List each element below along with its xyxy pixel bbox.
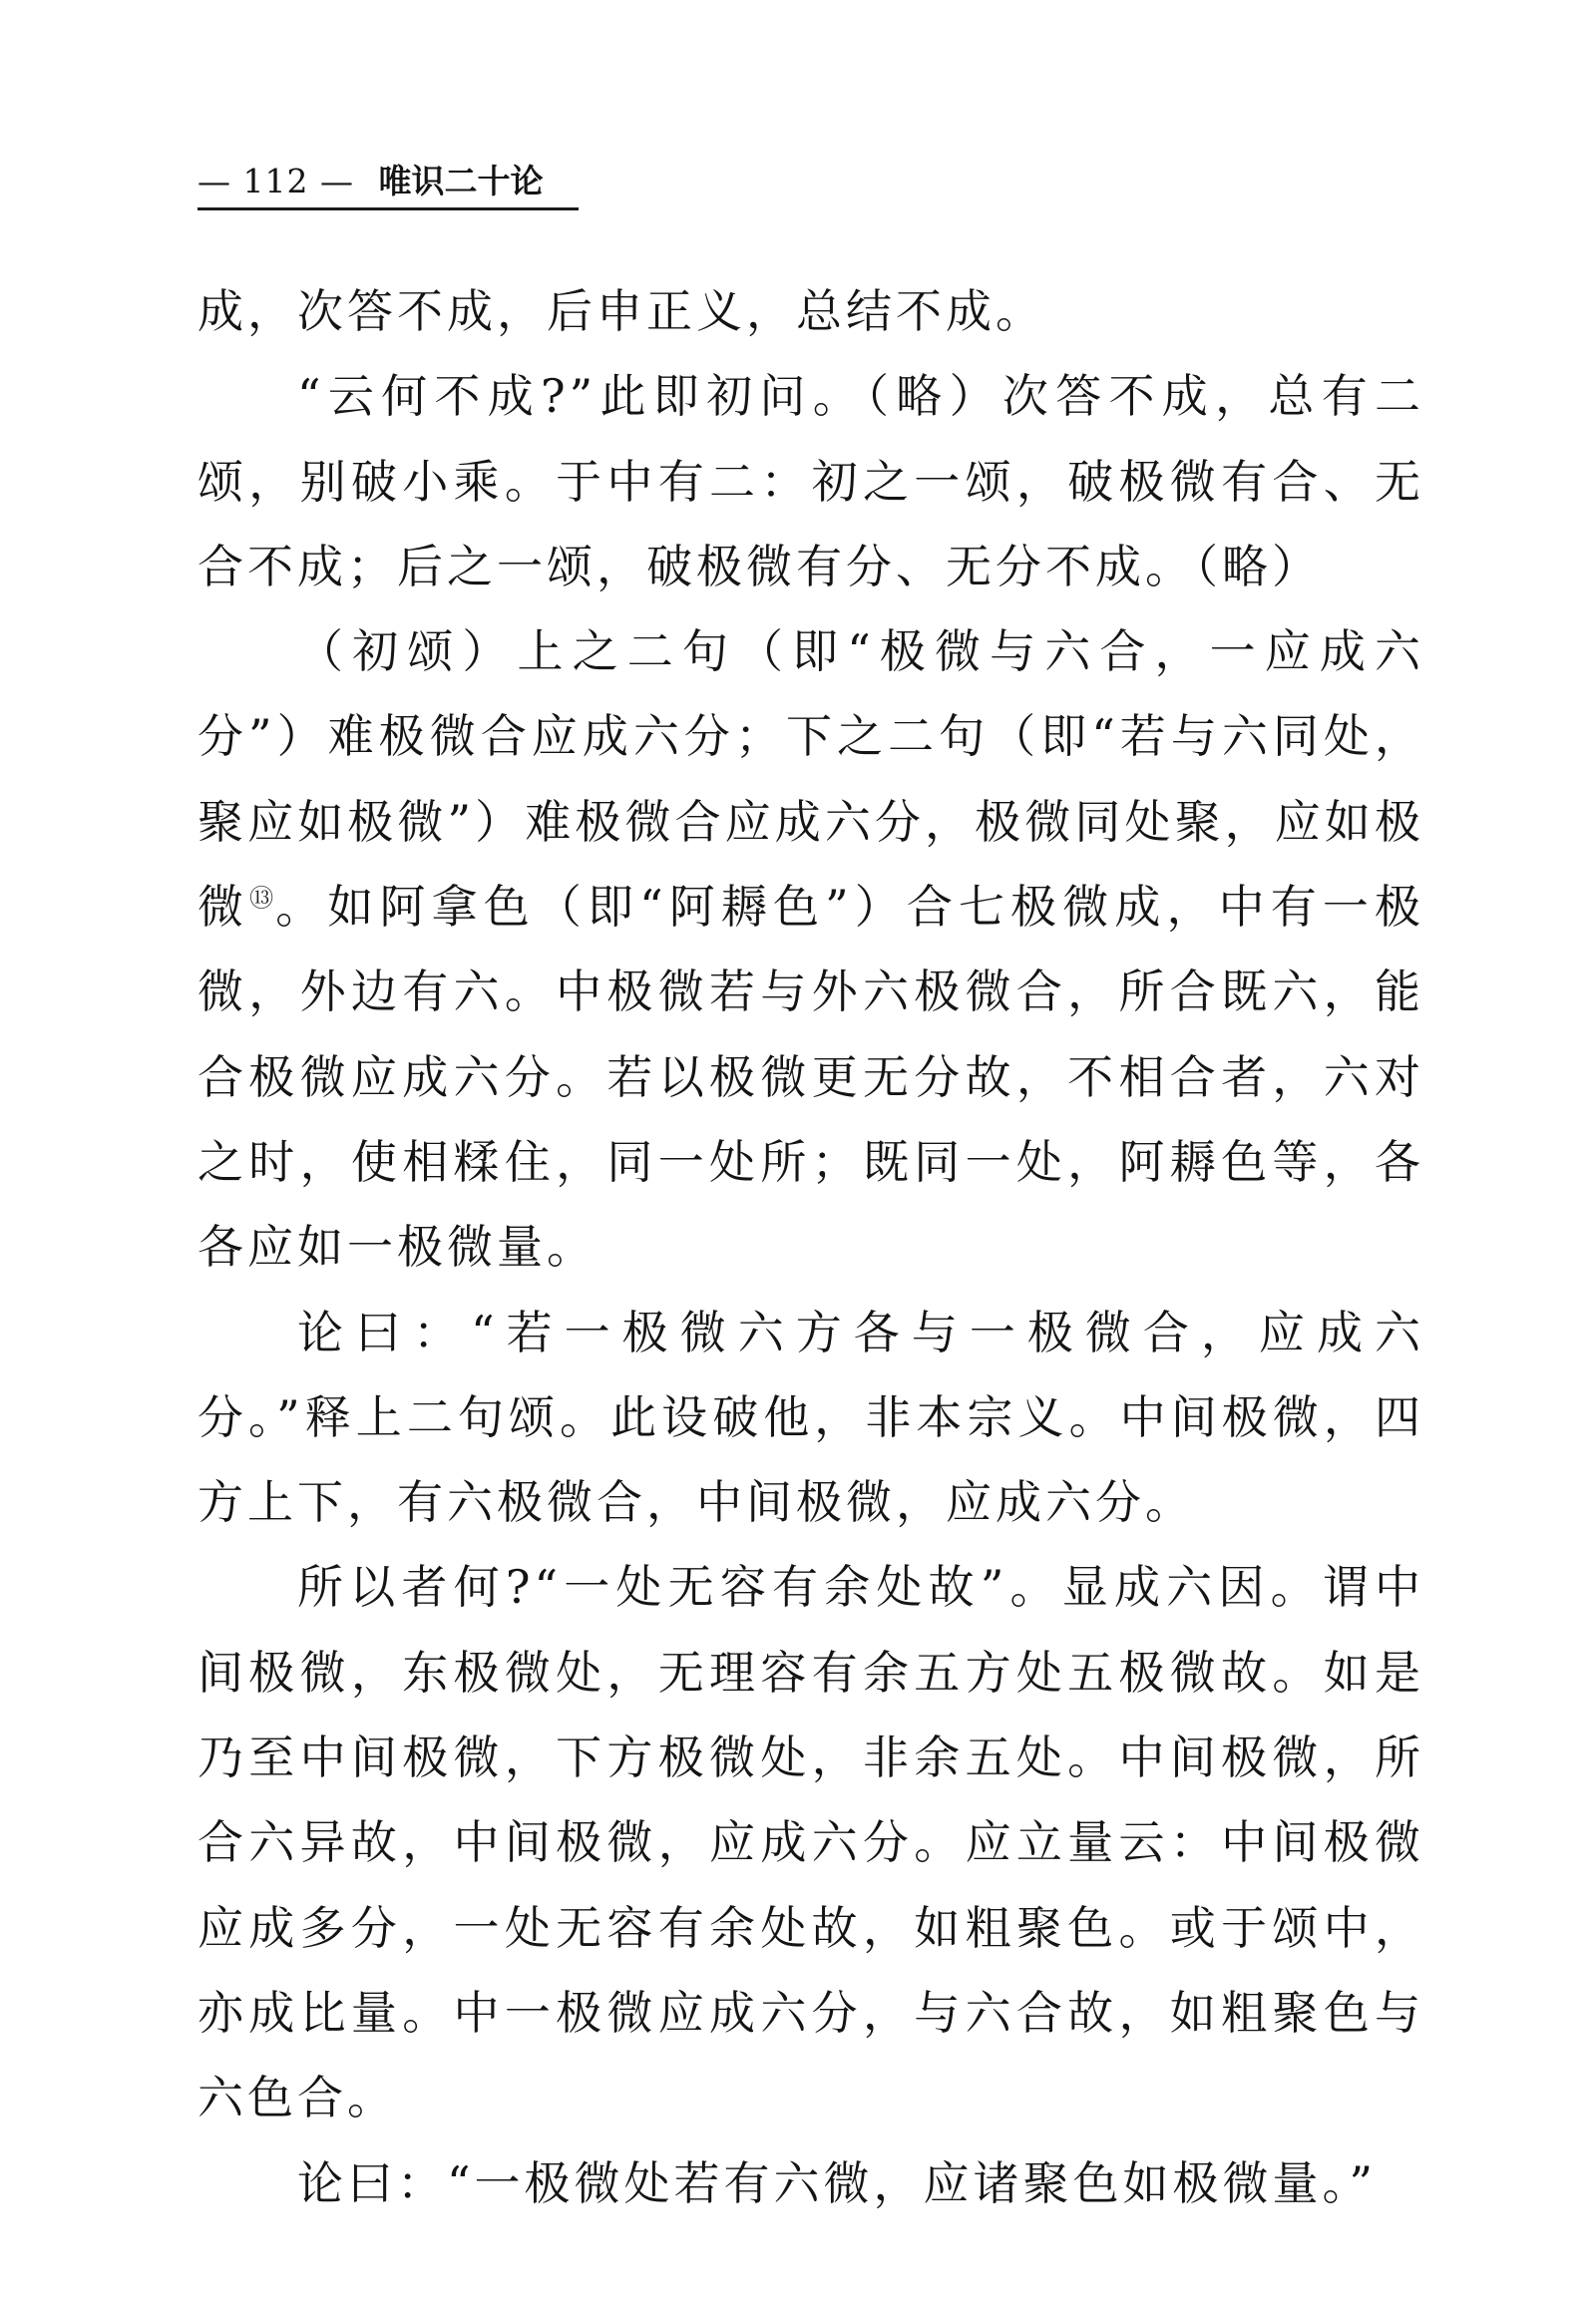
text-segment: 论曰：“一极微处若有六微，应诸聚色如极微量。” [297,2155,1378,2210]
text-segment: 成，次答不成，后申正义，总结不成。 [198,284,1045,338]
paragraph-1 [198,269,1424,354]
running-header [198,158,579,210]
text-segment: 论曰：“若一极微六方各与一极微合，应成六分。”释上二句颂。此设破他，非本宗义。中间极微，四方上下，有六极微合，中间极微，应成六分。 [198,1305,1424,1530]
book-title: 唯识二十论 [378,162,544,200]
paragraph-6 [198,2141,1424,2226]
paragraph-5 [198,1545,1424,2140]
paragraph-4 [198,1291,1424,1546]
body-text [198,269,1424,2226]
text-segment: 。如阿拿色（即“阿耨色”）合七极微成，中有一极微，外边有六。中极微若与外六极微合，所合既六，能合极微应成六分。若以极微更无分故，不相合者，六对之时，使相糅住，同一处所；既同一处，阿耨色等，各各应如一极微量。 [198,880,1424,1275]
page-number: — 112 — [198,162,354,200]
paragraph-2 [198,354,1424,609]
paragraph-3 [198,609,1424,1290]
text-segment: （初颂）上之二句（即“极微与六合，一应成六分”）难极微合应成六分；下之二句（即“若与六同处，聚应如极微”）难极微合应成六分，极微同处聚，应如极微 [198,624,1424,935]
text-segment: 所以者何?“一处无容有余处故”。显成六因。谓中间极微，东极微处，无理容有余五方处五极微故。如是乃至中间极微，下方极微处，非余五处。中间极微，所合六异故，中间极微，应成六分。应立量云：中间极微应成多分，一处无容有余处故，如粗聚色。或于颂中，亦成比量。中一极微应成六分，与六合故，如粗聚色与六色合。 [198,1560,1424,2125]
footnote-marker: ⑬ [249,884,276,913]
text-segment: “云何不成?”此即初问。（略）次答不成，总有二颂，别破小乘。于中有二：初之一颂，破极微有合、无合不成；后之一颂，破极微有分、无分不成。（略） [198,369,1424,593]
